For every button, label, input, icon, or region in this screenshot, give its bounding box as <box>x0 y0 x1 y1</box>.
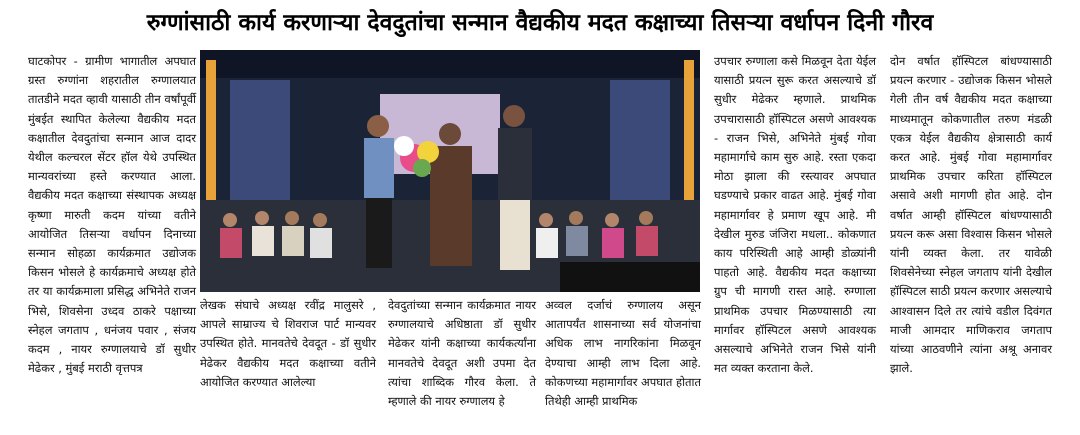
article-column-2 <box>200 296 376 392</box>
article-column-5 <box>714 52 876 378</box>
article-text: उपचार रुग्णाला कसे मिळवून देता येईल यासाठी प्रयत्न सुरू करत असल्याचे डॉ सुधीर मेढेकर म्हणाले. प्राथमिक उपचारासाठी हॉस्पिटल असणे आवश्यक - राजन भिसे, अभिनेते मुंबई गोवा महामार्गाचे काम सुरु आहे. रस्ता एकदा मोठा झाला की रस्त्यावर अपघात घडण्याचे प्रकार वाढत आहे. मुंबई गोवा महामार्गावर हे प्रमाण खूप आहे. मी देखील मुरुड जंजिरा मधला.. कोकणात काय परिस्थिती आहे आम्ही डोळ्यांनी पाहतो आहे. वैद्यकीय मदत कक्षाच्या ग्रुप ची मागणी रास्त आहे. रुग्णाला प्राथमिक उपचार मिळण्यासाठी त्या मार्गावर हॉस्पिटल असणे आवश्यक असल्याचे अभिनेते राजन भिसे यांनी मत व्यक्त करताना केले. <box>714 54 876 376</box>
stage-top <box>200 50 700 78</box>
article-text: दोन वर्षात हॉस्पिटल बांधण्यासाठी प्रयत्न करणार - उद्योजक किसन भोसले गेली तीन वर्ष वैद्यकीय मदत कक्षाच्या माध्यमातून कोकणातील तरुण मंडळी एकत्र येईल वैद्यकीय क्षेत्रासाठी कार्य करत आहे. मुंबई गोवा महामार्गावर प्राथमिक उपचार करिता हॉस्पिटल असावे अशी मागणी होत आहे. दोन वर्षात आम्ही हॉस्पिटल बांधण्यासाठी प्रयत्न करू असा विश्वास किसन भोसले यांनी व्यक्त केला. तर यावेळी शिवसेनेच्या स्नेहल जगताप यांनी देखील हॉस्पिटल साठी प्रयत्न करणार असल्याचे आश्वासन दिले तर त्यांचे वडील दिवंगत माजी आमदार माणिकराव जगताप यांच्या आठवणीने त्यांना अश्रू अनावर झाले. <box>890 54 1052 376</box>
article-text: घाटकोपर - ग्रामीण भागातील अपघात ग्रस्त रुग्णांना शहरातील रुग्णालयात तातडीने मदत व्हावी यासाठी तीन वर्षांपूर्वी मुंबईत स्थापित केलेल्या वैद्यकीय मदत कक्षातील देवदुतांचा सन्मान आज दादर येथील कल्चरल सेंटर हॉल येथे उपस्थित मान्यवरांच्या हस्ते करण्यात आला. वैद्यकीय मदत कक्षाच्या संस्थापक अध्यक्ष कृष्णा मारुती कदम यांच्या वतीने आयोजित तिसऱ्या वर्धापन दिनाच्या सन्मान सोहळा कार्यक्रमात उद्योजक किसन भोसले हे कार्यक्रमाचे अध्यक्ष होते तर या कार्यक्रमाला प्रसिद्ध अभिनेते राजन भिसे, शिवसेना उध्दव ठाकरे पक्षाच्या स्नेहल जगताप , धनंजय पवार , संजय कदम , नायर रुग्णालयाचे डॉ सुधीर मेढेकर , मुंबई मराठी वृत्तपत्र <box>28 54 196 376</box>
article-column-1 <box>28 52 196 378</box>
article-column-3 <box>388 296 536 411</box>
speaker <box>560 262 700 292</box>
article-text: अव्वल दर्जाचं रुग्णालय असून आतापर्यंत शासनाच्या सर्व योजनांचा अधिक लाभ नागरिकांना मिळवून देण्याचा आम्ही लाभ दिला आहे. कोकणच्या महामार्गावर अपघात होतात तिथेही आम्ही प्राथमिक <box>545 298 701 409</box>
standing-guest-right <box>498 105 532 270</box>
article-text: लेखक संघाचे अध्यक्ष रवींद्र मालुसरे , आपले साम्राज्य चे शिवराज पार्ट मान्यवर उपस्थित होते. मानवतेचे देवदूत - डॉ सुधीर मेढेकर वैद्यकीय मदत कक्षाच्या वतीने आयोजित करण्यात आलेल्या <box>200 298 376 389</box>
headline: रुग्णांसाठी कार्य करणाऱ्या देवदुतांचा सन्मान वैद्यकीय मदत कक्षाच्या तिसऱ्या वर्धापन दिनी गौरव <box>146 10 934 36</box>
article-column-4 <box>545 296 701 411</box>
event-photo <box>200 50 700 292</box>
stage-illustration <box>200 50 700 292</box>
article-column-6 <box>890 52 1052 378</box>
article-text: देवदुतांच्या सन्मान कार्यक्रमात नायर रुग्णालयाचे अधिष्ठाता डॉ सुधीर मेढेकर यांनी कक्षाच्या कार्यकर्त्यांना मानवतेचे देवदूत अशी उपमा देत त्यांचा शाब्दिक गौरव केला. ते म्हणाले की नायर रुग्णालय हे <box>388 298 536 409</box>
